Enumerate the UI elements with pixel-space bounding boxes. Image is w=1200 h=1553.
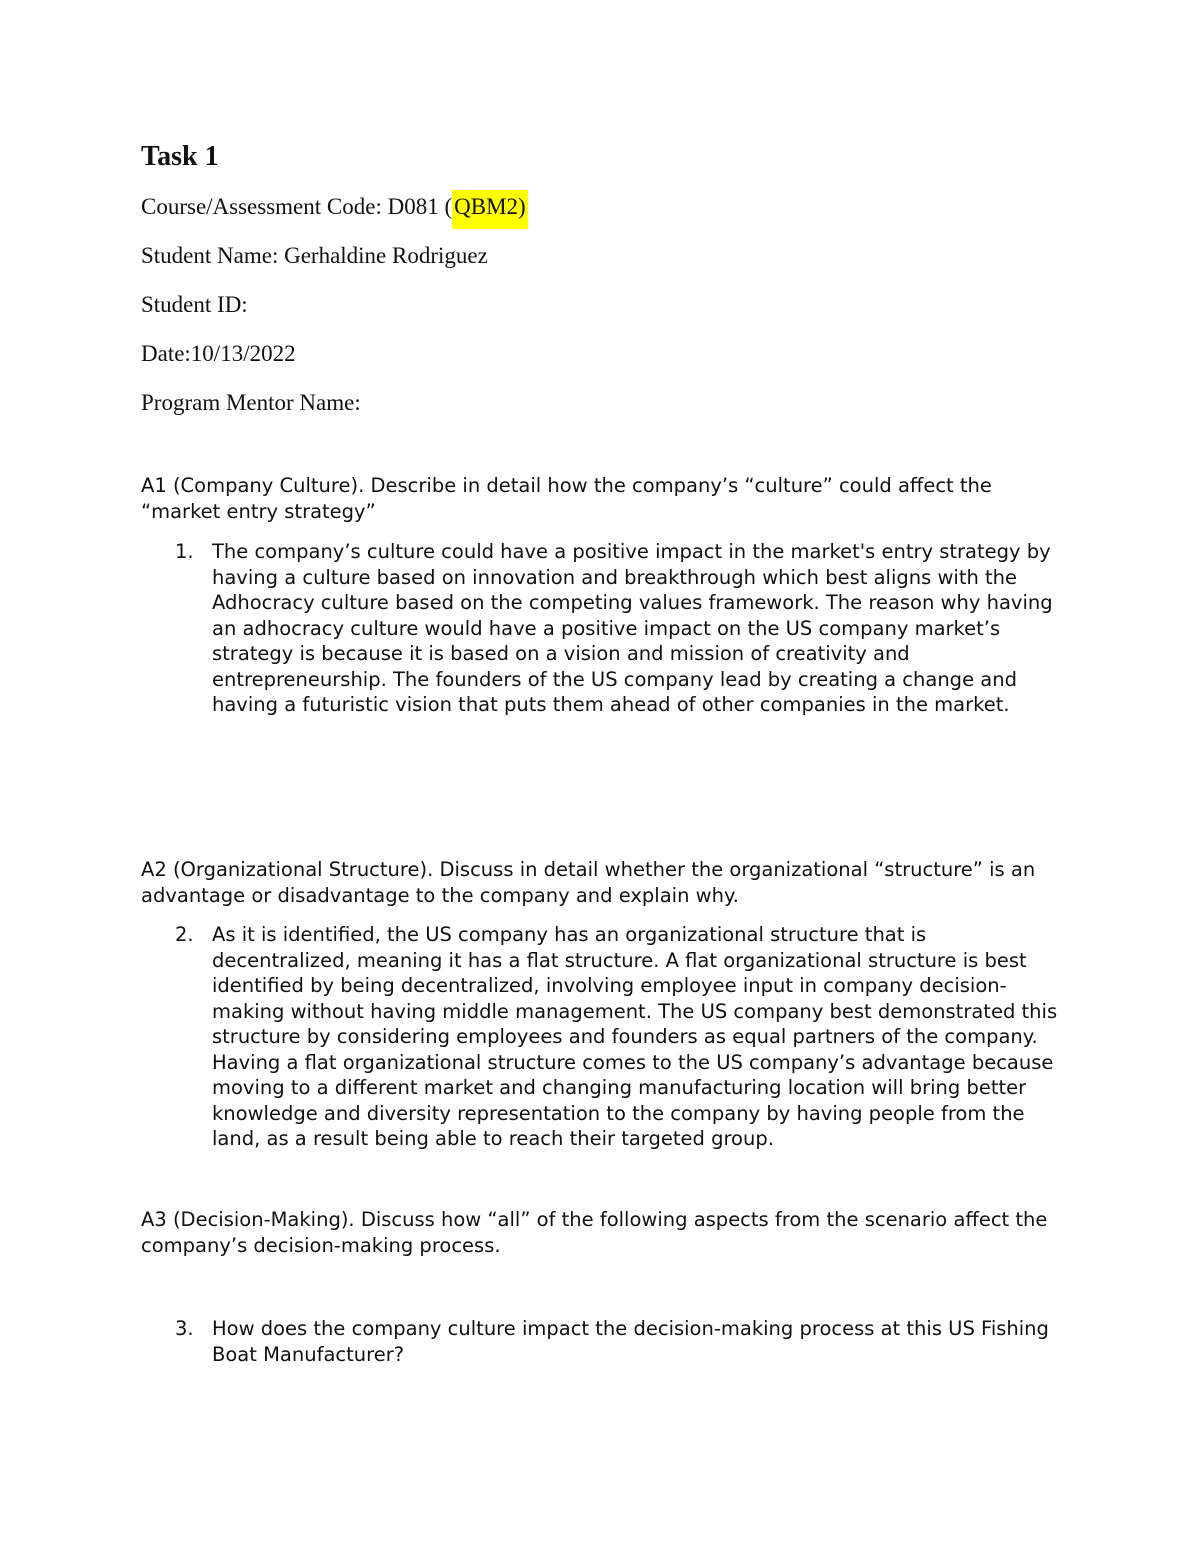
document-header bbox=[141, 138, 1061, 435]
page-title: Task 1 bbox=[141, 141, 219, 172]
a1-answer: The company’s culture could have a positive impact in the market's entry strategy by having a culture based on innovation and breakthrough which best aligns with the Adhocracy culture based on the competing values framework. The reason why having an adhocracy culture would have a positive impact on the US company market’s strategy is because it is based on a vision and mission of creativity and entrepreneurship. The founders of the US company lead by creating a change and having a futuristic vision that puts them ahead of other companies in the market. bbox=[212, 540, 1053, 716]
a2-answer: As it is identified, the US company has an organizational structure that is decentralized, meaning it has a flat structure. A flat organizational structure is best identified by being decentralized, involving employee input in company decision-making without having middle management. The US company best demonstrated this structure by considering employees and founders as equal partners of the company. Having a flat organizational structure comes to the US company’s advantage because moving to a different market and changing manufacturing location will bring better knowledge and diversity representation to the company by having people from the land, as a result being able to reach their targeted group. bbox=[212, 923, 1058, 1150]
mentor-line: Program Mentor Name: bbox=[141, 390, 361, 415]
a3-prompt: A3 (Decision-Making). Discuss how “all” of the following aspects from the scenario affect the company’s decision-making process. bbox=[141, 1208, 1048, 1257]
a2-prompt: A2 (Organizational Structure). Discuss in detail whether the organizational “structure” is an advantage or disadvantage to the company and explain why. bbox=[141, 858, 1036, 907]
course-code-label: Course/Assessment Code: D081 ( bbox=[141, 194, 453, 219]
list-number: 3. bbox=[175, 1317, 194, 1340]
date-line: Date:10/13/2022 bbox=[141, 341, 296, 366]
student-name-line: Student Name: Gerhaldine Rodriguez bbox=[141, 243, 488, 268]
list-number: 1. bbox=[175, 540, 194, 563]
a3-question: How does the company culture impact the decision-making process at this US Fishing Boat Manufacturer? bbox=[212, 1317, 1049, 1366]
list-number: 2. bbox=[175, 923, 194, 946]
course-code-line bbox=[141, 190, 1061, 224]
student-id-line: Student ID: bbox=[141, 292, 248, 317]
course-code-highlight: QBM2) bbox=[452, 190, 528, 229]
a1-prompt: A1 (Company Culture). Describe in detail how the company’s “culture” could affect the “market entry strategy” bbox=[141, 474, 992, 523]
